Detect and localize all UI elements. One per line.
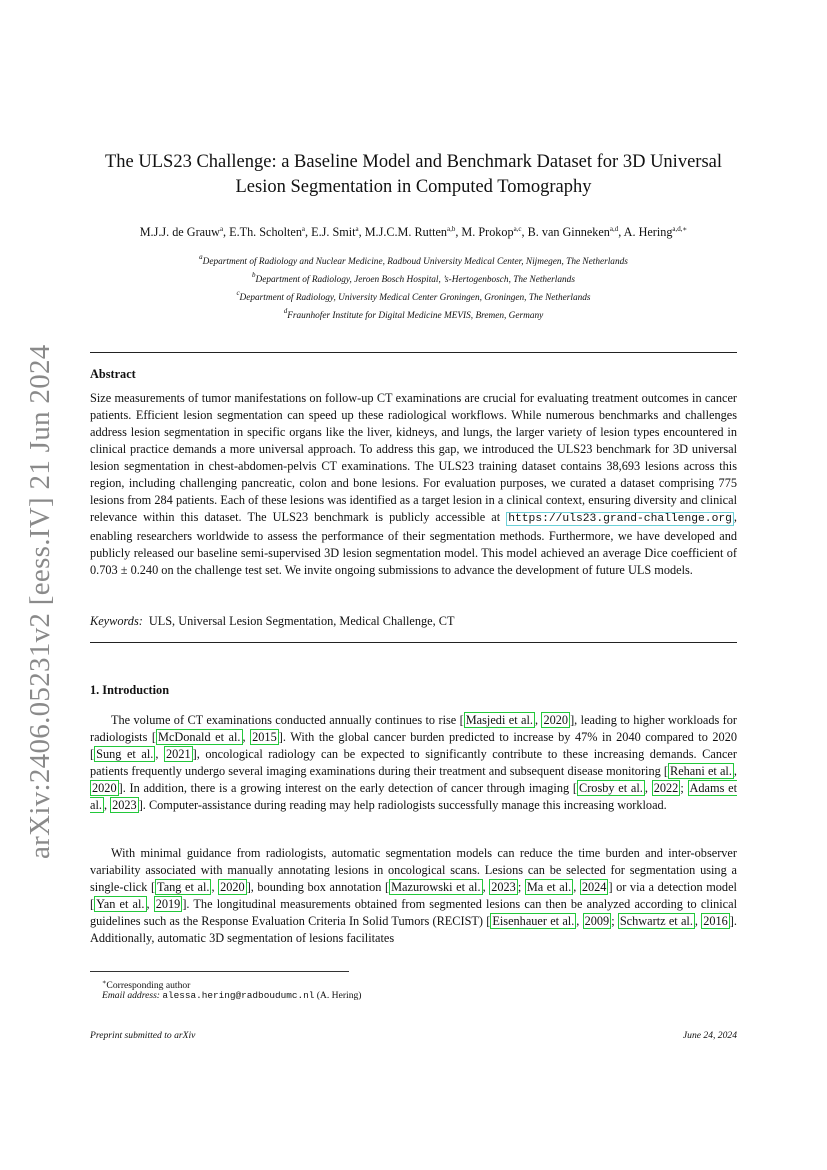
citation-link[interactable]: Yan et al. bbox=[96, 897, 145, 911]
citation-link[interactable]: 2016 bbox=[703, 914, 728, 928]
author-list: M.J.J. de Grauw$^a$, E.Th. Scholten$^a$, E.J. Smit$^a$, M.J.C.M. Rutten$^{a,b}$, M. Prokop$^{a,c}$, B. van Ginneken$^{a,d}$, A. Hering$^{a,d,∗}$ bbox=[139, 225, 688, 239]
affiliation-line bbox=[90, 305, 737, 323]
intro-paragraph-2 bbox=[90, 845, 737, 947]
abstract-top-rule bbox=[90, 352, 737, 353]
paragraph-text: , bbox=[146, 897, 154, 911]
paragraph-text: ], oncological radiology can be expected to significantly contribute to these increasing demands. Cancer patients frequently undergo several imaging examinations during their treatment and subsequent disease monitoring [ bbox=[90, 747, 737, 778]
paragraph-text: The volume of CT examinations conducted annually continues to rise [ bbox=[111, 713, 464, 727]
author-name: E.Th. Scholten bbox=[229, 225, 302, 239]
email-address[interactable]: alessa.hering@radboudumc.nl bbox=[162, 990, 315, 1001]
paragraph-text: , bbox=[694, 914, 702, 928]
keywords bbox=[90, 614, 737, 629]
citation-link[interactable]: Ma et al. bbox=[526, 880, 572, 894]
abstract-heading: Abstract bbox=[90, 367, 136, 381]
paragraph-text: ] or via a detection model [ bbox=[90, 880, 737, 911]
paragraph-text: , bbox=[103, 798, 111, 812]
paragraph-text: ]. Computer-assistance during reading may help radiologists successfully manage this increasing workload. bbox=[138, 798, 667, 812]
paragraph-text: , bbox=[573, 880, 580, 894]
affiliation-text: Department of Radiology, Jeroen Bosch Hospital, ’s-Hertogenbosch, The Netherlands bbox=[255, 274, 575, 285]
email-owner: (A. Hering) bbox=[316, 990, 362, 1001]
citation-link[interactable]: Mazurowski et al. bbox=[391, 880, 481, 894]
author-name: M.J.C.M. Rutten bbox=[364, 225, 447, 239]
affiliation-key: a bbox=[199, 253, 203, 261]
paragraph-text: , bbox=[644, 781, 652, 795]
paragraph-text: , bbox=[211, 880, 219, 894]
citation-link[interactable]: 2021 bbox=[166, 747, 191, 761]
author-name: M. Prokop bbox=[461, 225, 514, 239]
abstract-text-part1: Size measurements of tumor manifestations on follow-up CT examinations are crucial for evaluating treatment outcomes in cancer patients. Efficient lesion segmentation can speed up these radiological workflows. While numerous benchmarks and challenges address lesion segmentation in specific organs like the liver, kidneys, and lungs, the larger variety of lesion types encountered in clinical practice demands a more universal approach. To address this gap, we introduced the ULS23 benchmark for 3D universal lesion segmentation in chest-abdomen-pelvis CT examinations. The ULS23 training dataset contains 38,693 lesions across this region, including challenging pancreatic, colon and bone lesions. For evaluation purposes, we curated a dataset comprising 775 lesions from 284 patients. Each of these lesions was identified as a target lesion in a clinical context, ensuring diversity and clinical relevance within this dataset. The ULS23 benchmark is publicly accessible at bbox=[90, 391, 737, 524]
affiliation-text: Department of Radiology, University Medical Center Groningen, Groningen, The Netherlands bbox=[239, 292, 591, 303]
intro-paragraph-1 bbox=[90, 712, 737, 814]
abstract-text-part2: , enabling researchers worldwide to assess the performance of their segmentation methods. Furthermore, we have developed and publicly released our baseline semi-supervised 3D lesion segmentation model. This model achieved an average Dice coefficient of 0.703 ± 0.240 on the challenge test set. We invite ongoing submissions to advance the development of future ULS models. bbox=[90, 510, 737, 577]
keywords-label: Keywords: bbox=[90, 614, 143, 628]
paragraph-text: , bbox=[242, 730, 251, 744]
page-footer bbox=[90, 1030, 737, 1041]
author-name: B. van Ginneken bbox=[527, 225, 610, 239]
affiliation-text: Department of Radiology and Nuclear Medicine, Radboud University Medical Center, Nijmegen, The Netherlands bbox=[202, 257, 628, 267]
citation-link[interactable]: Masjedi et al. bbox=[465, 713, 533, 727]
citation-link[interactable]: Eisenhauer et al. bbox=[492, 914, 575, 928]
citation-link[interactable]: 2023 bbox=[491, 880, 516, 894]
author-name: E.J. Smit bbox=[311, 225, 356, 239]
affiliation-text: Fraunhofer Institute for Digital Medicine MEVIS, Bremen, Germany bbox=[287, 310, 544, 321]
paragraph-text: ; bbox=[611, 914, 618, 928]
author-affiliation-mark: a bbox=[355, 225, 359, 233]
section-heading-introduction: 1. Introduction bbox=[90, 683, 170, 697]
arxiv-identifier: arXiv:2406.05231v2 [eess.IV] 21 Jun 2024 bbox=[24, 344, 56, 859]
citation-link[interactable]: Sung et al. bbox=[96, 747, 154, 761]
email-label: Email address: bbox=[102, 990, 161, 1001]
paragraph-text: ; bbox=[680, 781, 688, 795]
footnote-email bbox=[102, 989, 362, 1002]
paragraph-text: , bbox=[482, 880, 490, 894]
paragraph-text: , bbox=[535, 713, 542, 727]
arxiv-side-stamp bbox=[16, 344, 64, 865]
citation-link[interactable]: Rehani et al. bbox=[670, 764, 732, 778]
paragraph-text: , bbox=[155, 747, 165, 761]
citation-link[interactable]: 2019 bbox=[155, 897, 181, 911]
citation-link[interactable]: 2020 bbox=[92, 781, 117, 795]
affiliation-key: b bbox=[252, 270, 256, 279]
keywords-text: ULS, Universal Lesion Segmentation, Medical Challenge, CT bbox=[148, 614, 455, 628]
author-name: A. Hering bbox=[623, 225, 673, 239]
abstract-body bbox=[90, 390, 737, 579]
citation-link[interactable]: 2022 bbox=[653, 781, 679, 795]
affiliation-key: c bbox=[236, 288, 240, 297]
citation-link[interactable]: Tang et al. bbox=[157, 880, 210, 894]
paper-title: The ULS23 Challenge: a Baseline Model and Benchmark Dataset for 3D Universal Lesion Segmentation in Computed Tomography bbox=[104, 152, 722, 197]
paragraph-text: With minimal guidance from radiologists, automatic segmentation models can reduce the time burden and inter-observer variability associated with manually annotating lesions in oncological scans. Lesions can be selected for segmentation using a single-click [ bbox=[90, 846, 737, 894]
citation-link[interactable]: 2020 bbox=[543, 713, 569, 727]
paragraph-text: ]. The longitudinal measurements obtained from segmented lesions can then be analyzed according to clinical guidelines such as the Response Evaluation Criteria In Solid Tumors (RECIST) [ bbox=[90, 897, 738, 928]
author-affiliation-mark: a bbox=[301, 225, 306, 233]
paragraph-text: ; bbox=[517, 880, 525, 894]
citation-link[interactable]: 2015 bbox=[252, 730, 277, 744]
paragraph-text: ]. In addition, there is a growing interest on the early detection of cancer through imaging [ bbox=[118, 781, 577, 795]
footnote-corresponding-text: Corresponding author bbox=[106, 980, 191, 991]
paragraph-text: ], bounding box annotation [ bbox=[246, 880, 390, 894]
footer-date: June 24, 2024 bbox=[682, 1030, 737, 1041]
citation-link[interactable]: Crosby et al. bbox=[579, 781, 643, 795]
author-affiliation-mark: a,b bbox=[446, 225, 456, 233]
paragraph-text: , bbox=[576, 914, 583, 928]
citation-link[interactable]: 2009 bbox=[584, 914, 610, 928]
citation-link[interactable]: McDonald et al. bbox=[158, 730, 241, 744]
author-affiliation-mark: a,c bbox=[513, 225, 522, 233]
abstract-bottom-rule bbox=[90, 642, 737, 643]
paragraph-text: ]. With the global cancer burden predicted to increase by 47% in 2040 compared to 2020 [ bbox=[90, 730, 737, 761]
affiliation-line bbox=[90, 269, 737, 287]
paragraph-text: ]. Additionally, automatic 3D segmentation of lesions facilitates bbox=[90, 914, 737, 945]
paragraph-text: , bbox=[733, 764, 737, 778]
citation-link[interactable]: Adams et al. bbox=[90, 781, 737, 812]
challenge-url-link[interactable]: https://uls23.grand-challenge.org bbox=[508, 513, 732, 525]
citation-link[interactable]: 2020 bbox=[220, 880, 245, 894]
paragraph-text: ], leading to higher workloads for radiologists [ bbox=[90, 713, 737, 744]
affiliation-list bbox=[90, 251, 737, 323]
citation-link[interactable]: 2023 bbox=[112, 798, 137, 812]
citation-link[interactable]: Schwartz et al. bbox=[619, 914, 693, 928]
citation-link[interactable]: 2024 bbox=[581, 880, 607, 894]
affiliation-line bbox=[90, 287, 737, 305]
footnote-rule bbox=[90, 971, 349, 972]
author-affiliation-mark: a,d bbox=[609, 225, 619, 233]
footer-left: Preprint submitted to arXiv bbox=[90, 1030, 196, 1041]
author-affiliation-mark: a,d,∗ bbox=[672, 225, 688, 233]
author-name: M.J.J. de Grauw bbox=[139, 225, 220, 239]
author-affiliation-mark: a bbox=[219, 225, 224, 233]
affiliation-line bbox=[90, 251, 737, 269]
affiliation-key: d bbox=[283, 306, 288, 315]
footnote-mark: ∗ bbox=[102, 979, 107, 986]
